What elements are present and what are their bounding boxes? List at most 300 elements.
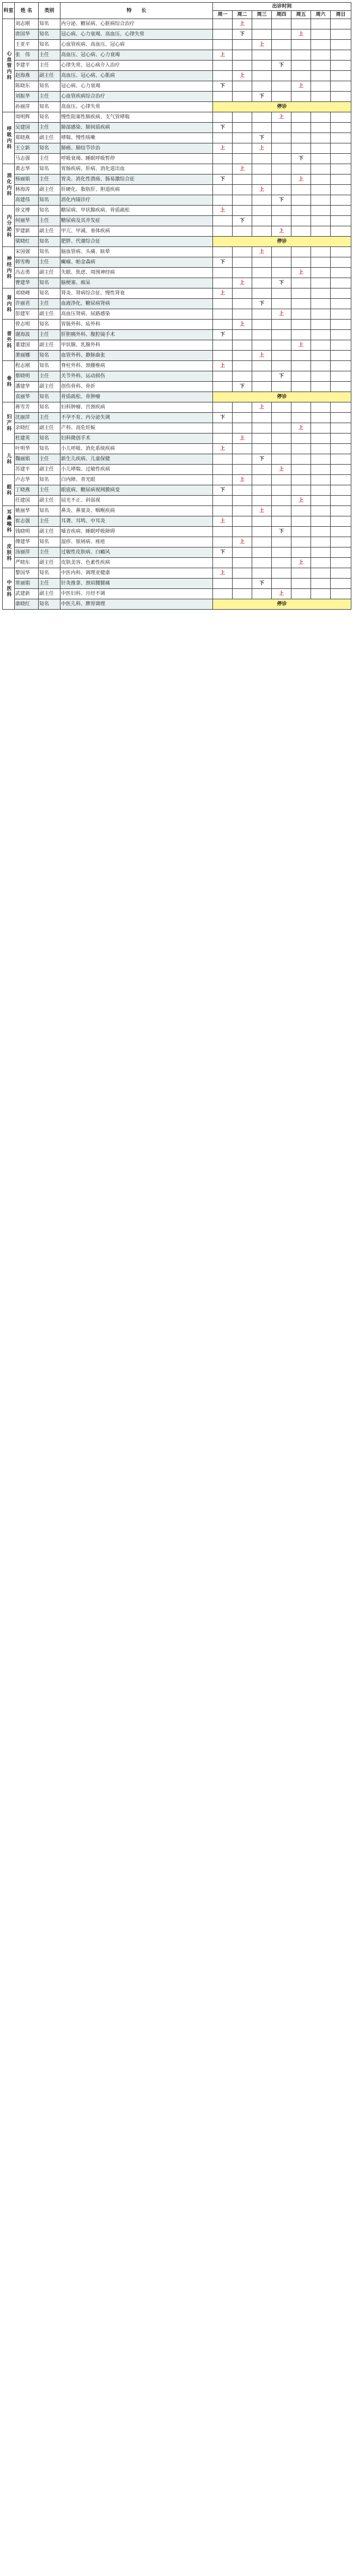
doctor-name: 卢志华 <box>15 475 39 485</box>
doctor-specialty: 糖尿病及其并发症 <box>60 216 213 226</box>
schedule-slot <box>233 351 252 361</box>
schedule-slot <box>311 206 331 216</box>
schedule-slot <box>213 351 233 361</box>
schedule-slot <box>291 112 311 123</box>
schedule-sheet <box>2 2 351 610</box>
schedule-slot <box>291 361 311 371</box>
schedule-slot <box>272 206 291 216</box>
doctor-specialty: 关节外科、运动损伤 <box>60 371 213 382</box>
doctor-specialty: 脑梗塞、痴呆 <box>60 278 213 288</box>
schedule-slot <box>252 29 272 40</box>
doctor-name: 邓晓峰 <box>15 288 39 299</box>
schedule-slot <box>213 527 233 537</box>
doctor-name: 许丽君 <box>15 299 39 309</box>
schedule-slot <box>213 185 233 195</box>
doctor-title: 知名 <box>39 599 60 610</box>
schedule-slot: 上 <box>252 351 272 361</box>
table-row <box>3 527 351 537</box>
doctor-title: 知名 <box>39 19 60 29</box>
header-day: 周日 <box>331 11 351 19</box>
doctor-specialty: 湿疹、银屑病、痤疮 <box>60 537 213 547</box>
schedule-slot <box>291 92 311 102</box>
doctor-specialty: 血管外科、静脉曲张 <box>60 351 213 361</box>
schedule-slot <box>311 71 331 81</box>
schedule-slot: 上 <box>252 506 272 516</box>
schedule-slot: 下 <box>272 61 291 71</box>
schedule-slot <box>311 558 331 568</box>
schedule-slot <box>213 589 233 599</box>
schedule-slot <box>311 485 331 496</box>
schedule-slot <box>272 174 291 185</box>
doctor-specialty: 中医内科、调理亚健康 <box>60 568 213 579</box>
schedule-slot <box>311 278 331 288</box>
dept-cell: 普外科 <box>3 320 15 361</box>
doctor-specialty: 耳聋、耳鸣、中耳炎 <box>60 516 213 527</box>
schedule-slot: 上 <box>272 112 291 123</box>
schedule-slot <box>311 81 331 92</box>
schedule-slot <box>331 112 351 123</box>
schedule-slot <box>233 589 252 599</box>
schedule-slot: 上 <box>213 444 233 454</box>
schedule-slot <box>272 29 291 40</box>
doctor-name: 王亚平 <box>15 40 39 50</box>
table-row <box>3 485 351 496</box>
doctor-name: 高建伟 <box>15 195 39 206</box>
schedule-slot <box>272 19 291 29</box>
schedule-slot <box>233 195 252 206</box>
schedule-slot <box>311 382 331 392</box>
doctor-specialty: 屈光不正、斜弱视 <box>60 496 213 506</box>
doctor-specialty: 高血压、冠心病、心力衰竭 <box>60 50 213 61</box>
schedule-slot <box>252 537 272 547</box>
schedule-slot <box>213 216 233 226</box>
doctor-title: 知名 <box>39 475 60 485</box>
schedule-slot <box>252 257 272 268</box>
schedule-slot <box>291 123 311 133</box>
schedule-slot <box>233 50 252 61</box>
schedule-slot <box>331 164 351 174</box>
schedule-slot <box>233 516 252 527</box>
schedule-slot: 下 <box>213 123 233 133</box>
doctor-title: 主任 <box>39 257 60 268</box>
doctor-title: 副主任 <box>39 340 60 351</box>
schedule-slot <box>272 247 291 257</box>
doctor-title: 主任 <box>39 330 60 340</box>
schedule-slot: 上 <box>252 402 272 413</box>
schedule-slot: 下 <box>252 133 272 143</box>
schedule-slot <box>213 506 233 516</box>
schedule-slot <box>331 257 351 268</box>
schedule-slot <box>291 320 311 330</box>
doctor-specialty: 肝硬化、脂肪肝、胆道疾病 <box>60 185 213 195</box>
schedule-slot <box>311 496 331 506</box>
schedule-slot: 下 <box>272 278 291 288</box>
header-name: 姓 名 <box>15 3 39 19</box>
table-row <box>3 465 351 475</box>
schedule-slot <box>252 547 272 558</box>
table-row <box>3 19 351 29</box>
doctor-name: 周明辉 <box>15 112 39 123</box>
schedule-slot: 上 <box>272 589 291 599</box>
table-row <box>3 599 351 610</box>
table-row <box>3 547 351 558</box>
schedule-note: 停诊 <box>213 237 351 247</box>
doctor-specialty: 白内障、青光眼 <box>60 475 213 485</box>
schedule-slot <box>331 288 351 299</box>
doctor-title: 知名 <box>39 361 60 371</box>
doctor-title: 知名 <box>39 102 60 112</box>
doctor-title: 知名 <box>39 351 60 361</box>
doctor-title: 副主任 <box>39 423 60 434</box>
doctor-title: 主任 <box>39 92 60 102</box>
schedule-slot <box>311 174 331 185</box>
doctor-title: 知名 <box>39 288 60 299</box>
table-row <box>3 102 351 112</box>
doctor-name: 韩雪梅 <box>15 257 39 268</box>
doctor-title: 主任 <box>39 516 60 527</box>
table-header <box>3 3 351 19</box>
doctor-specialty: 不孕不育、内分泌失调 <box>60 413 213 423</box>
schedule-slot: 上 <box>272 226 291 237</box>
doctor-specialty: 心血管疾病综合治疗 <box>60 92 213 102</box>
schedule-slot: 下 <box>272 371 291 382</box>
schedule-note: 停诊 <box>213 392 351 402</box>
doctor-name: 姚丽华 <box>15 506 39 516</box>
doctor-name: 黎国华 <box>15 568 39 579</box>
schedule-slot <box>233 299 252 309</box>
header-specialty: 特 长 <box>60 3 213 19</box>
table-row <box>3 40 351 50</box>
dept-cell: 耳鼻喉科 <box>3 506 15 537</box>
doctor-title: 主任 <box>39 413 60 423</box>
schedule-slot <box>291 413 311 423</box>
doctor-name: 严晓东 <box>15 558 39 568</box>
table-row <box>3 164 351 174</box>
doctor-title: 知名 <box>39 29 60 40</box>
schedule-slot <box>233 579 252 589</box>
schedule-slot: 下 <box>213 413 233 423</box>
schedule-slot: 下 <box>291 154 311 164</box>
doctor-specialty: 骨质疏松、骨肿瘤 <box>60 392 213 402</box>
schedule-slot <box>252 112 272 123</box>
doctor-name: 钱晓明 <box>15 527 39 537</box>
doctor-name: 董建国 <box>15 340 39 351</box>
doctor-specialty: 慢性阻塞性肺疾病、支气管哮喘 <box>60 112 213 123</box>
schedule-slot <box>311 164 331 174</box>
schedule-slot <box>233 402 252 413</box>
schedule-slot <box>252 330 272 340</box>
doctor-name: 冯志勇 <box>15 268 39 278</box>
schedule-slot: 上 <box>213 143 233 154</box>
doctor-title: 主任 <box>39 123 60 133</box>
schedule-slot: 上 <box>291 29 311 40</box>
doctor-title: 知名 <box>39 568 60 579</box>
table-row <box>3 423 351 434</box>
schedule-slot <box>213 29 233 40</box>
schedule-slot <box>213 496 233 506</box>
schedule-slot <box>233 568 252 579</box>
doctor-name: 丁晓燕 <box>15 485 39 496</box>
doctor-title: 知名 <box>39 392 60 402</box>
doctor-specialty: 心律失常、冠心病介入治疗 <box>60 61 213 71</box>
schedule-slot: 下 <box>213 174 233 185</box>
schedule-slot <box>213 340 233 351</box>
doctor-specialty: 肝胆胰外科、腹腔镜手术 <box>60 330 213 340</box>
schedule-slot <box>331 382 351 392</box>
table-row <box>3 226 351 237</box>
schedule-slot <box>331 413 351 423</box>
schedule-slot <box>252 589 272 599</box>
schedule-slot: 下 <box>213 257 233 268</box>
schedule-slot <box>331 29 351 40</box>
schedule-slot <box>252 320 272 330</box>
schedule-slot <box>331 19 351 29</box>
doctor-specialty: 高血压、冠心病、心肌病 <box>60 71 213 81</box>
schedule-slot <box>213 164 233 174</box>
schedule-slot <box>213 195 233 206</box>
schedule-slot <box>311 29 331 40</box>
doctor-name: 张 伟 <box>15 50 39 61</box>
schedule-slot <box>213 402 233 413</box>
schedule-slot <box>252 371 272 382</box>
table-row <box>3 185 351 195</box>
schedule-slot <box>331 123 351 133</box>
table-row <box>3 568 351 579</box>
doctor-name: 刘志刚 <box>15 19 39 29</box>
schedule-slot <box>272 444 291 454</box>
schedule-slot <box>291 465 311 475</box>
table-row <box>3 268 351 278</box>
doctor-name: 彭建军 <box>15 309 39 320</box>
schedule-slot <box>291 195 311 206</box>
schedule-slot <box>252 288 272 299</box>
table-row <box>3 496 351 506</box>
schedule-slot: 上 <box>213 288 233 299</box>
schedule-slot <box>213 61 233 71</box>
schedule-slot <box>331 547 351 558</box>
doctor-name: 萧丽娜 <box>15 351 39 361</box>
schedule-slot <box>213 309 233 320</box>
schedule-slot <box>331 568 351 579</box>
schedule-slot <box>291 547 311 558</box>
schedule-slot <box>311 40 331 50</box>
schedule-slot <box>331 278 351 288</box>
schedule-slot <box>272 288 291 299</box>
schedule-slot <box>311 320 331 330</box>
doctor-specialty: 肺癌、肺结节诊治 <box>60 143 213 154</box>
schedule-slot <box>252 434 272 444</box>
schedule-slot <box>233 340 252 351</box>
schedule-slot <box>233 330 252 340</box>
schedule-slot: 下 <box>213 547 233 558</box>
schedule-slot <box>291 216 311 226</box>
doctor-specialty: 中医儿科、脾胃调理 <box>60 599 213 610</box>
schedule-slot <box>291 257 311 268</box>
doctor-specialty: 呼吸衰竭、睡眠呼吸暂停 <box>60 154 213 164</box>
schedule-slot <box>331 527 351 537</box>
schedule-slot <box>233 444 252 454</box>
table-row <box>3 402 351 413</box>
doctor-specialty: 内分泌、糖尿病、心脏病综合治疗 <box>60 19 213 29</box>
table-row <box>3 299 351 309</box>
schedule-slot <box>291 19 311 29</box>
schedule-slot <box>331 247 351 257</box>
schedule-slot <box>311 547 331 558</box>
doctor-title: 副主任 <box>39 133 60 143</box>
schedule-slot: 上 <box>233 537 252 547</box>
doctor-specialty: 脑血管病、头痛、眩晕 <box>60 247 213 257</box>
schedule-slot <box>233 81 252 92</box>
schedule-slot <box>311 185 331 195</box>
schedule-slot <box>291 444 311 454</box>
schedule-slot <box>252 61 272 71</box>
schedule-slot <box>233 92 252 102</box>
doctor-name: 蔡晓明 <box>15 371 39 382</box>
table-row <box>3 61 351 71</box>
schedule-slot <box>272 81 291 92</box>
schedule-slot <box>331 81 351 92</box>
doctor-name: 马志强 <box>15 154 39 164</box>
schedule-slot: 下 <box>252 299 272 309</box>
doctor-specialty: 小儿哮喘、过敏性疾病 <box>60 465 213 475</box>
table-row <box>3 309 351 320</box>
schedule-slot <box>252 268 272 278</box>
doctor-name: 孙丽萍 <box>15 102 39 112</box>
table-row <box>3 558 351 568</box>
doctor-title: 知名 <box>39 537 60 547</box>
schedule-slot <box>331 475 351 485</box>
schedule-slot <box>252 475 272 485</box>
schedule-slot <box>311 195 331 206</box>
doctor-name: 康晓红 <box>15 599 39 610</box>
schedule-slot <box>311 516 331 527</box>
schedule-slot <box>331 485 351 496</box>
schedule-slot <box>311 154 331 164</box>
schedule-slot <box>331 506 351 516</box>
doctor-title: 副主任 <box>39 496 60 506</box>
schedule-slot <box>331 143 351 154</box>
schedule-slot <box>272 340 291 351</box>
table-row <box>3 278 351 288</box>
schedule-slot <box>213 268 233 278</box>
schedule-slot <box>311 423 331 434</box>
schedule-slot <box>252 226 272 237</box>
dept-cell: 呼吸内科 <box>3 112 15 164</box>
schedule-slot <box>272 257 291 268</box>
doctor-specialty: 脊柱外科、颈腰椎病 <box>60 361 213 371</box>
table-row <box>3 454 351 465</box>
doctor-title: 副主任 <box>39 527 60 537</box>
schedule-slot <box>272 568 291 579</box>
schedule-slot <box>272 216 291 226</box>
dept-cell: 中医科 <box>3 568 15 610</box>
doctor-specialty: 小儿呼吸、消化系统疾病 <box>60 444 213 454</box>
schedule-slot <box>311 133 331 143</box>
schedule-slot <box>272 475 291 485</box>
schedule-slot <box>331 320 351 330</box>
schedule-slot <box>252 195 272 206</box>
schedule-slot <box>311 351 331 361</box>
doctor-title: 知名 <box>39 444 60 454</box>
schedule-slot <box>233 143 252 154</box>
dept-cell: 眼科 <box>3 475 15 506</box>
schedule-slot <box>252 516 272 527</box>
table-row <box>3 257 351 268</box>
schedule-slot <box>311 50 331 61</box>
schedule-slot: 上 <box>272 465 291 475</box>
schedule-slot <box>233 371 252 382</box>
schedule-slot <box>291 579 311 589</box>
schedule-slot <box>233 506 252 516</box>
schedule-slot <box>331 371 351 382</box>
doctor-name: 赵海燕 <box>15 71 39 81</box>
schedule-slot <box>291 516 311 527</box>
schedule-slot <box>233 268 252 278</box>
schedule-slot: 上 <box>272 309 291 320</box>
schedule-slot <box>311 299 331 309</box>
schedule-slot <box>252 50 272 61</box>
table-row <box>3 434 351 444</box>
schedule-slot: 下 <box>233 382 252 392</box>
table-row <box>3 81 351 92</box>
schedule-slot <box>331 309 351 320</box>
dept-cell: 妇产科 <box>3 402 15 444</box>
schedule-slot: 下 <box>252 92 272 102</box>
schedule-slot <box>233 454 252 465</box>
doctor-name: 叶明华 <box>15 444 39 454</box>
schedule-slot <box>213 299 233 309</box>
doctor-name: 梁晓红 <box>15 237 39 247</box>
schedule-slot <box>331 516 351 527</box>
schedule-slot <box>291 164 311 174</box>
table-row <box>3 216 351 226</box>
doctor-name: 唐国华 <box>15 29 39 40</box>
header-day: 周六 <box>311 11 331 19</box>
dept-cell: 骨科 <box>3 361 15 402</box>
schedule-slot <box>311 247 331 257</box>
schedule-slot <box>291 506 311 516</box>
table-row <box>3 92 351 102</box>
schedule-slot <box>331 216 351 226</box>
schedule-slot <box>213 19 233 29</box>
table-row <box>3 247 351 257</box>
table-row <box>3 506 351 516</box>
doctor-title: 副主任 <box>39 309 60 320</box>
schedule-slot <box>291 71 311 81</box>
doctor-name: 刘振华 <box>15 92 39 102</box>
schedule-slot <box>311 92 331 102</box>
schedule-slot <box>331 589 351 599</box>
schedule-slot <box>272 516 291 527</box>
schedule-slot: 上 <box>213 568 233 579</box>
schedule-slot <box>252 413 272 423</box>
schedule-slot: 上 <box>213 516 233 527</box>
header-dept: 科室 <box>3 3 15 19</box>
schedule-slot <box>331 226 351 237</box>
table-row <box>3 361 351 371</box>
schedule-slot: 上 <box>291 174 311 185</box>
table-row <box>3 123 351 133</box>
doctor-title: 知名 <box>39 247 60 257</box>
schedule-slot <box>291 371 311 382</box>
table-row <box>3 320 351 330</box>
schedule-slot <box>272 547 291 558</box>
doctor-title: 知名 <box>39 81 60 92</box>
table-row <box>3 340 351 351</box>
schedule-slot <box>272 402 291 413</box>
schedule-slot <box>311 19 331 29</box>
doctor-title: 知名 <box>39 434 60 444</box>
